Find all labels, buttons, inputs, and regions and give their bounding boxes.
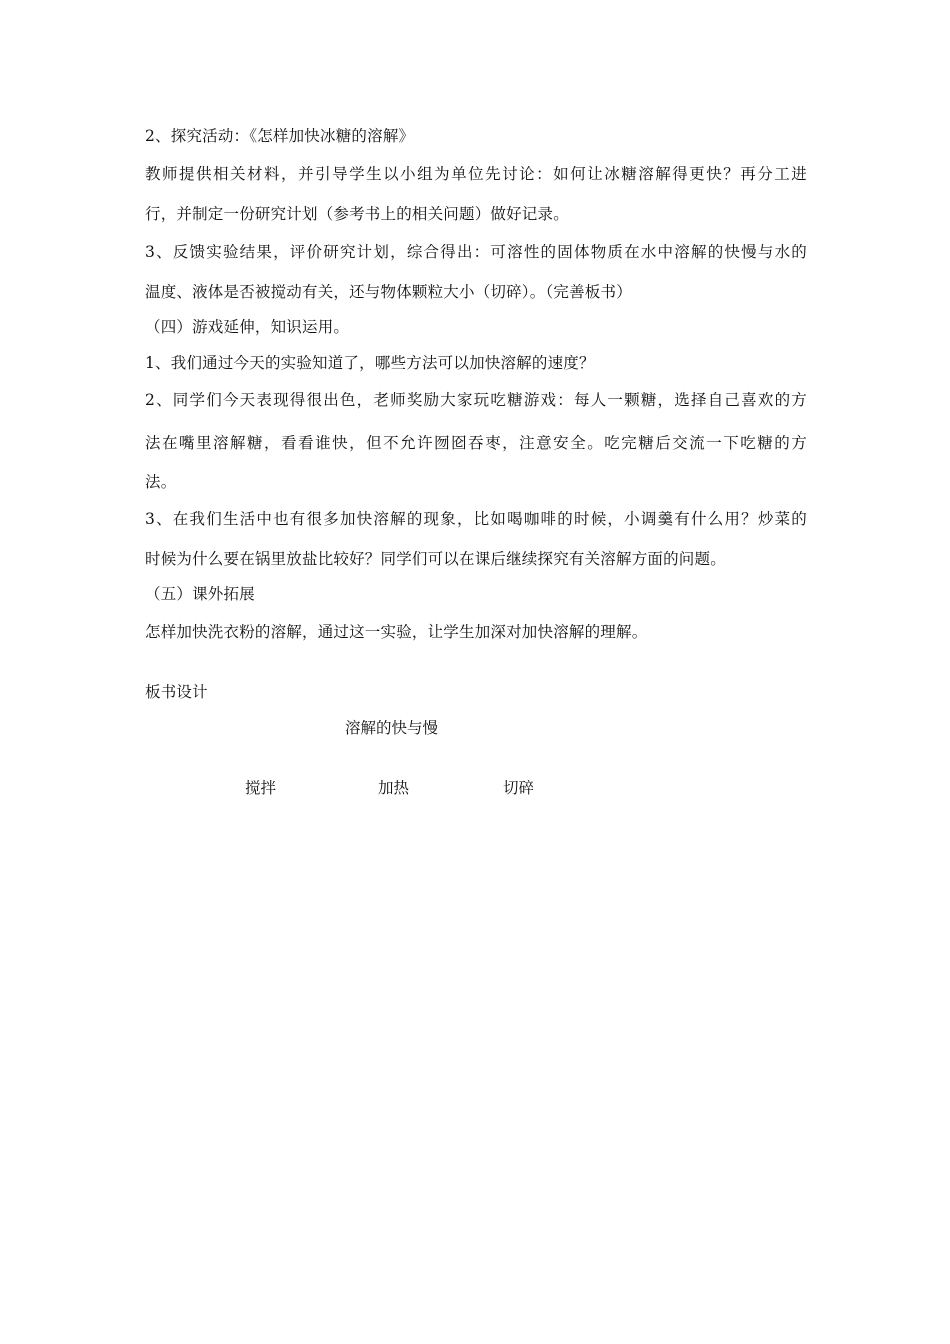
section-heading-4: （四）游戏延伸，知识运用。 <box>145 318 350 336</box>
board-item-heat: 加热 <box>378 779 410 797</box>
paragraph-line: 时候为什么要在锅里放盐比较好？同学们可以在课后继续探究有关溶解方面的问题。 <box>145 550 726 568</box>
paragraph-line: 法。 <box>145 473 177 491</box>
paragraph-line: 3、在我们生活中也有很多加快溶解的现象，比如喝咖啡的时候，小调羹有什么用？炒菜的 <box>145 510 807 528</box>
paragraph-line: 3、反馈实验结果，评价研究计划，综合得出：可溶性的固体物质在水中溶解的快慢与水的 <box>145 243 807 261</box>
paragraph-line: 教师提供相关材料，并引导学生以小组为单位先讨论：如何让冰糖溶解得更快？再分工进 <box>145 165 807 183</box>
board-design-heading: 板书设计 <box>145 683 208 701</box>
paragraph-line: 怎样加快洗衣粉的溶解，通过这一实验，让学生加深对加快溶解的理解。 <box>145 623 648 641</box>
paragraph-line: 行，并制定一份研究计划（参考书上的相关问题）做好记录。 <box>145 205 569 223</box>
board-item-stir: 搅拌 <box>245 779 277 797</box>
paragraph-line: 法在嘴里溶解糖，看看谁快，但不允许囫囵吞枣，注意安全。吃完糖后交流一下吃糖的方 <box>145 434 807 452</box>
board-item-chop: 切碎 <box>503 779 535 797</box>
section-heading-5: （五）课外拓展 <box>145 585 255 603</box>
paragraph-line: 2、同学们今天表现得很出色，老师奖励大家玩吃糖游戏：每人一颗糖，选择自己喜欢的方 <box>145 391 807 409</box>
board-title: 溶解的快与慢 <box>345 719 439 737</box>
paragraph-line: 温度、液体是否被搅动有关，还与物体颗粒大小（切碎）。（完善板书） <box>145 283 632 301</box>
activity-2-heading: 2、探究活动：《怎样加快冰糖的溶解》 <box>145 127 415 145</box>
paragraph-line: 1、我们通过今天的实验知道了，哪些方法可以加快溶解的速度？ <box>145 354 595 372</box>
